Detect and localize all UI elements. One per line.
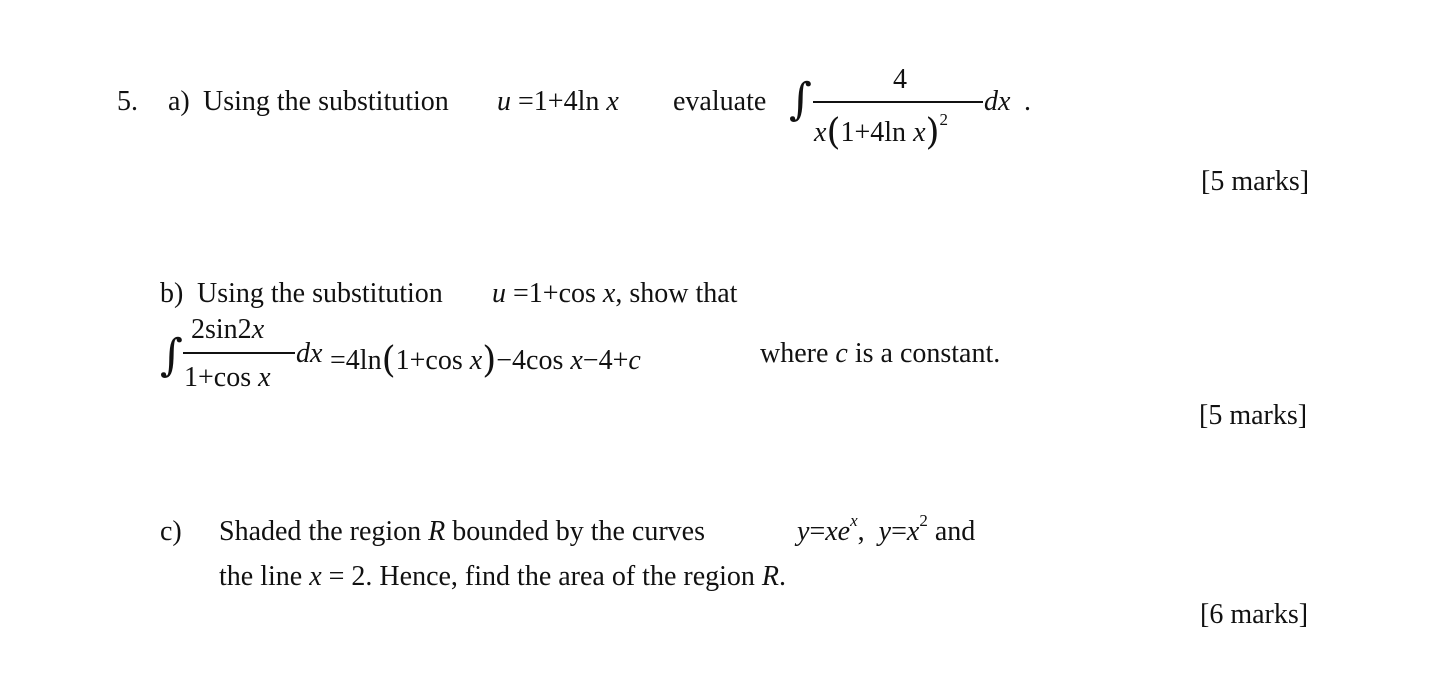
curve-comma: , <box>857 516 865 547</box>
den-x: x <box>258 362 271 393</box>
den-inner: 1+4ln <box>840 117 907 148</box>
curve2-x: x <box>906 516 920 547</box>
line1-text-b: bounded by the curves <box>452 516 705 547</box>
integral-denominator <box>814 110 949 153</box>
rhs-part-3: −4cos <box>496 345 564 376</box>
part-b-text: Using the substitution <box>197 278 443 309</box>
region-r: R <box>761 561 780 592</box>
integral-dx: dx <box>984 86 1011 117</box>
line-x: x <box>309 561 322 592</box>
integral-denominator <box>184 364 271 392</box>
den-inner-x: x <box>913 117 926 148</box>
and-text: and <box>934 516 976 547</box>
sub-expression: =1+cos <box>513 278 596 309</box>
part-b-substitution <box>492 280 737 308</box>
var-u: u <box>497 86 511 117</box>
den-exponent: 2 <box>939 110 949 129</box>
integral-sign: ∫ <box>160 330 183 381</box>
den-x: x <box>814 117 827 148</box>
region-r: R <box>428 516 446 547</box>
num-text: 2sin2 <box>191 314 252 345</box>
curve2-exp: 2 <box>919 511 928 530</box>
where-text: where <box>760 338 829 369</box>
integral-rhs <box>330 340 641 381</box>
curve2-y: y <box>878 516 892 547</box>
part-a-text: Using the substitution <box>203 86 449 117</box>
part-c-label: c) <box>160 516 182 547</box>
curve2-eq: = <box>891 516 907 547</box>
constant-c: c <box>835 338 848 369</box>
part-c-curves <box>797 511 976 547</box>
part-a-label: a) <box>168 86 190 117</box>
var-u: u <box>492 278 506 309</box>
rhs-x2: x <box>570 345 583 376</box>
part-b-constant-note <box>760 340 1000 368</box>
part-a-evaluate: evaluate <box>673 86 767 117</box>
var-x: x <box>606 86 619 117</box>
part-c-marks: [6 marks] <box>1200 599 1309 630</box>
curve1-y: y <box>797 516 810 547</box>
integral-numerator: 4 <box>893 64 907 95</box>
var-x: x <box>602 278 616 309</box>
line1-text-a: Shaded the region <box>219 516 422 547</box>
integral-sign: ∫ <box>789 74 812 125</box>
sub-expression: =1+4ln <box>518 86 600 117</box>
rhs-part-4: −4+ <box>582 345 629 376</box>
curve1-eq: = <box>809 516 826 547</box>
fraction-bar <box>813 101 983 103</box>
rhs-close-paren: ) <box>482 340 497 381</box>
line2-text-a: the line <box>219 561 303 592</box>
integral-dx: dx <box>296 338 323 369</box>
part-b-label: b) <box>160 278 184 309</box>
rhs-part-1: =4ln <box>330 345 382 376</box>
den-text: 1+cos <box>184 362 252 393</box>
line2-end: . <box>779 561 787 592</box>
rhs-x1: x <box>469 345 483 376</box>
question-number: 5. <box>117 86 138 117</box>
close-paren: ) <box>925 112 940 153</box>
integral-numerator <box>191 316 264 344</box>
rhs-part-2: 1+cos <box>395 345 463 376</box>
num-x: x <box>251 314 265 345</box>
curve1-exp: x <box>850 511 858 530</box>
curve1-xe: xe <box>825 516 851 547</box>
part-b-marks: [5 marks] <box>1199 400 1308 431</box>
open-paren: ( <box>826 112 841 153</box>
part-c-line-2 <box>219 563 786 591</box>
period: . <box>1024 86 1031 117</box>
rhs-c: c <box>628 345 641 376</box>
rhs-open-paren: ( <box>381 340 396 381</box>
part-c-line-1 <box>219 518 705 546</box>
fraction-bar <box>183 352 295 354</box>
line2-text-b: = 2. Hence, find the area of the region <box>328 561 755 592</box>
show-that: , show that <box>615 278 738 309</box>
part-a-marks: [5 marks] <box>1201 166 1310 197</box>
part-a-substitution <box>497 88 619 116</box>
constant-text: is a constant. <box>854 338 1001 369</box>
